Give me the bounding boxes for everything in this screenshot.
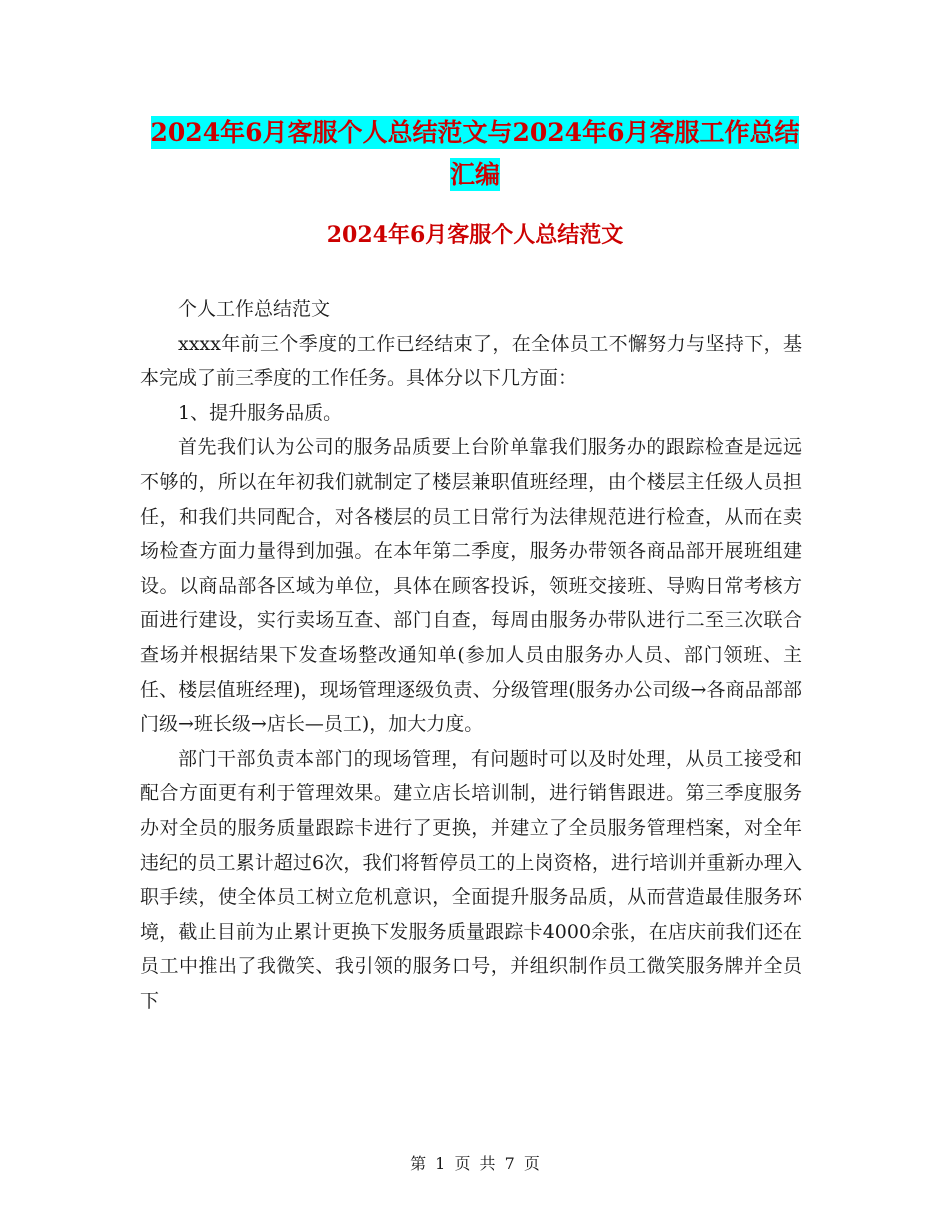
paragraph: 首先我们认为公司的服务品质要上台阶单靠我们服务办的跟踪检查是远远不够的，所以在年初我们就制定了楼层兼职值班经理，由个楼层主任级人员担任，和我们共同配合，对各楼层的员工日常行为法律规范进行检查，从而在卖场检查方面力量得到加强。在本年第二季度，服务办带领各商品部开展班组建设。以商品部各区域为单位，具体在顾客投诉，领班交接班、导购日常考核方面进行建设，实行卖场互查、部门自查，每周由服务办带队进行二至三次联合查场并根据结果下发查场整改通知单(参加人员由服务办人员、部门领班、主任、楼层值班经理)，现场管理逐级负责、分级管理(服务办公司级→各商品部部门级→班长级→店长—员工)，加大力度。 [140, 436, 802, 736]
paragraph: 1、提升服务品质。 [178, 401, 343, 424]
section-title: 2024年6月客服个人总结范文 [326, 222, 624, 248]
paragraph: 部门干部负责本部门的现场管理，有问题时可以及时处理，从员工接受和配合方面更有利于管理效果。建立店长培训制，进行销售跟进。第三季度服务办对全员的服务质量跟踪卡进行了更换，并建立了全员服务管理档案，对全年违纪的员工累计超过6次，我们将暂停员工的上岗资格，进行培训并重新办理入职手续，使全体员工树立危机意识，全面提升服务品质，从而营造最佳服务环境，截止目前为止累计更换下发服务质量跟踪卡4000余张，在店庆前我们还在员工中推出了我微笑、我引领的服务口号，并组织制作员工微笑服务牌并全员下 [140, 747, 802, 1012]
document-title [140, 112, 810, 196]
paragraph: 个人工作总结范文 [178, 298, 331, 320]
document-title-highlight: 2024年6月客服个人总结范文与2024年6月客服工作总结汇编 [150, 118, 800, 189]
document-body [140, 292, 802, 1018]
paragraph: xxxx年前三个季度的工作已经结束了，在全体员工不懈努力与坚持下，基本完成了前三季度的工作任务。具体分以下几方面： [140, 332, 802, 390]
page-number-footer: 第 1 页 共 7 页 [410, 1154, 540, 1173]
